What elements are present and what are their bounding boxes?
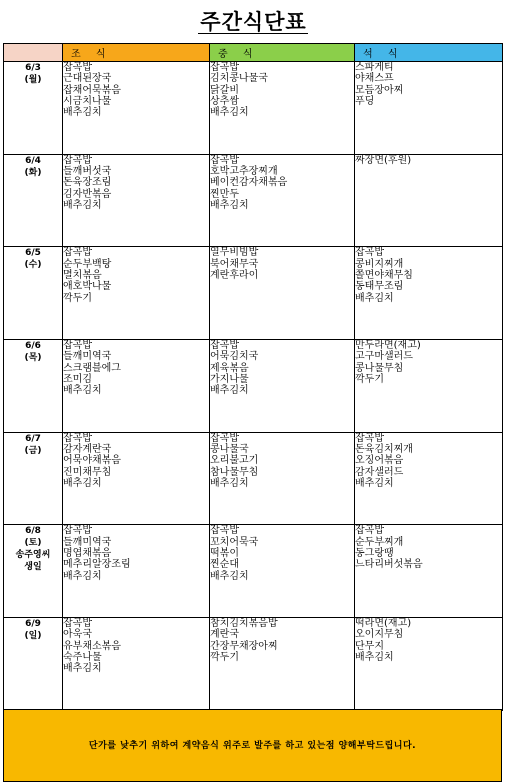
menu-item: 배추김치	[63, 199, 102, 211]
menu-item: 북어채무국	[210, 258, 259, 270]
dinner-cell	[355, 618, 503, 711]
menu-item: 참치김치볶음밥	[210, 618, 278, 630]
menu-item: 찐만두	[210, 188, 239, 200]
menu-item: 간장무채장아찌	[210, 640, 278, 652]
page-title: 주간식단표	[200, 10, 307, 34]
menu-item: 배추김치	[355, 292, 394, 304]
menu-item: 잡곡밥	[63, 247, 92, 259]
menu-item: 김자반볶음	[63, 188, 112, 200]
breakfast-cell	[63, 525, 210, 618]
menu-item: 배추김치	[210, 385, 249, 397]
menu-item: 메추리알장조림	[63, 559, 131, 571]
menu-item: 들깨버섯국	[63, 165, 112, 177]
date-label: 6/9	[25, 619, 41, 630]
menu-item: 깍두기	[210, 652, 239, 664]
menu-item: 상추쌈	[210, 95, 239, 107]
menu-item: 배추김치	[210, 477, 249, 489]
menu-item: 콩나물무침	[355, 362, 404, 374]
dinner-cell	[355, 154, 503, 247]
date-label: 6/4	[25, 155, 41, 166]
header-dinner: 석 식	[355, 44, 503, 62]
dinner-cell	[355, 247, 503, 340]
menu-item: 잡곡밥	[210, 525, 239, 537]
date-note: 송주영씨 생일	[15, 550, 51, 573]
title-underline	[198, 33, 308, 34]
menu-item: 배추김치	[355, 477, 394, 489]
lunch-cell	[210, 432, 355, 525]
menu-item: 김치콩나물국	[210, 73, 268, 85]
menu-item: 잡곡밥	[355, 247, 384, 259]
menu-item: 모듬장아찌	[355, 84, 404, 96]
menu-item: 조미김	[63, 373, 92, 385]
table-row	[4, 340, 503, 433]
menu-item: 깍두기	[355, 373, 384, 385]
menu-item: 잡곡밥	[210, 432, 239, 444]
weekday-label: (목)	[24, 353, 42, 364]
menu-item: 돈육김치찌개	[355, 444, 413, 456]
menu-item: 잡채어묵볶음	[63, 84, 121, 96]
lunch-cell	[210, 62, 355, 155]
menu-item: 감자계란국	[63, 444, 112, 456]
menu-item: 감자샐러드	[355, 466, 404, 478]
menu-item: 스파게티	[355, 62, 394, 73]
menu-item: 잡곡밥	[210, 154, 239, 166]
menu-item: 동그랑땡	[355, 548, 394, 560]
lunch-cell	[210, 525, 355, 618]
menu-item: 찐순대	[210, 559, 239, 571]
dinner-cell	[355, 432, 503, 525]
menu-item: 짜장면(후원)	[355, 154, 412, 166]
menu-item: 열무비빔밥	[210, 247, 259, 259]
lunch-cell	[210, 340, 355, 433]
menu-item: 배추김치	[210, 570, 249, 582]
breakfast-cell	[63, 432, 210, 525]
menu-item: 가지나물	[210, 373, 249, 385]
date-label: 6/5	[25, 248, 41, 259]
menu-item: 베이컨감자채볶음	[210, 177, 288, 189]
weekday-label: (화)	[24, 167, 42, 178]
menu-item: 아욱국	[63, 629, 92, 641]
menu-item: 잡곡밥	[355, 525, 384, 537]
lunch-cell	[210, 618, 355, 711]
menu-item: 배추김치	[63, 107, 102, 119]
breakfast-cell	[63, 62, 210, 155]
menu-item: 고구마샐러드	[355, 351, 413, 363]
menu-item: 멸치볶음	[63, 269, 102, 281]
menu-item: 유부채소볶음	[63, 640, 121, 652]
dinner-cell	[355, 62, 503, 155]
menu-item: 배추김치	[63, 477, 102, 489]
menu-item: 돈육장조림	[63, 177, 112, 189]
menu-item: 콩비지찌개	[355, 258, 404, 270]
table-row	[4, 62, 503, 155]
footer-notice	[3, 709, 502, 782]
menu-item: 배추김치	[355, 652, 394, 664]
menu-item: 계란후라이	[210, 269, 259, 281]
weekday-label: (토)	[24, 538, 42, 549]
menu-item: 배추김치	[210, 199, 249, 211]
table-row	[4, 618, 503, 711]
menu-item: 호박고추장찌개	[210, 165, 278, 177]
menu-item: 만두라면(재고)	[355, 340, 421, 352]
weekday-label: (수)	[24, 260, 42, 271]
menu-item: 잡곡밥	[210, 340, 239, 352]
menu-item: 배추김치	[63, 663, 102, 675]
menu-item: 참나물무침	[210, 466, 259, 478]
weekday-label: (금)	[24, 445, 42, 456]
menu-item: 푸딩	[355, 95, 375, 107]
table-row	[4, 154, 503, 247]
menu-item: 들깨미역국	[63, 351, 112, 363]
menu-item: 콩나물국	[210, 444, 249, 456]
menu-item: 떡볶이	[210, 548, 239, 560]
date-label: 6/3	[25, 63, 41, 73]
menu-item: 들깨미역국	[63, 536, 112, 548]
menu-item: 어묵김치국	[210, 351, 259, 363]
menu-item: 근대된장국	[63, 73, 112, 85]
menu-item: 닭갈비	[210, 84, 239, 96]
dinner-cell	[355, 340, 503, 433]
header-lunch: 중 식	[210, 44, 355, 62]
menu-item: 스크램블에그	[63, 362, 121, 374]
menu-item: 계란국	[210, 629, 239, 641]
weekday-label: (월)	[24, 75, 42, 85]
menu-item: 잡곡밥	[63, 432, 92, 444]
menu-item: 오이지무침	[355, 629, 404, 641]
date-cell	[4, 340, 63, 433]
menu-item: 잡곡밥	[63, 525, 92, 537]
menu-item: 잡곡밥	[63, 340, 92, 352]
menu-item: 잡곡밥	[355, 432, 384, 444]
table-row	[4, 247, 503, 340]
menu-item: 떡라면(재고)	[355, 618, 412, 630]
breakfast-cell	[63, 618, 210, 711]
menu-item: 오리불고기	[210, 455, 259, 467]
table-row	[4, 432, 503, 525]
breakfast-cell	[63, 247, 210, 340]
header-breakfast: 조 식	[63, 44, 210, 62]
menu-item: 애호박나물	[63, 281, 112, 293]
menu-item: 잡곡밥	[63, 618, 92, 630]
breakfast-cell	[63, 340, 210, 433]
date-cell	[4, 525, 63, 618]
date-cell	[4, 247, 63, 340]
date-cell	[4, 618, 63, 711]
date-label: 6/7	[25, 433, 41, 444]
menu-item: 제육볶음	[210, 362, 249, 374]
menu-item: 명엽채볶음	[63, 548, 112, 560]
menu-item: 배추김치	[63, 385, 102, 397]
menu-item: 깍두기	[63, 292, 92, 304]
menu-item: 오징어볶음	[355, 455, 404, 467]
weekly-menu-table	[3, 43, 503, 711]
breakfast-cell	[63, 154, 210, 247]
menu-item: 잡곡밥	[210, 62, 239, 73]
menu-item: 진미채무침	[63, 466, 112, 478]
lunch-cell	[210, 154, 355, 247]
dinner-cell	[355, 525, 503, 618]
menu-item: 잡곡밥	[63, 62, 92, 73]
date-cell	[4, 154, 63, 247]
weekday-label: (일)	[24, 631, 42, 642]
menu-item: 어묵야채볶음	[63, 455, 121, 467]
menu-item: 시금치나물	[63, 95, 112, 107]
menu-item: 숙주나물	[63, 652, 102, 664]
menu-item: 야채스프	[355, 73, 394, 85]
date-cell	[4, 432, 63, 525]
menu-item: 배추김치	[210, 107, 249, 119]
menu-item: 배추김치	[63, 570, 102, 582]
menu-item: 느타리버섯볶음	[355, 559, 423, 571]
menu-item: 잡곡밥	[63, 154, 92, 166]
lunch-cell	[210, 247, 355, 340]
menu-item: 순두부백탕	[63, 258, 112, 270]
footer-text: 단가를 낮추기 위하여 계약음식 위주로 발주를 하고 있는점 양해부탁드립니다.	[88, 741, 417, 751]
date-label: 6/8	[25, 526, 41, 537]
date-cell	[4, 62, 63, 155]
date-label: 6/6	[25, 341, 41, 352]
menu-item: 쫄면야채무침	[355, 269, 413, 281]
menu-item: 꼬치어묵국	[210, 536, 259, 548]
menu-item: 순두부찌개	[355, 536, 404, 548]
menu-item: 단무지	[355, 640, 384, 652]
table-header-row	[4, 44, 503, 62]
menu-body	[4, 62, 503, 711]
table-row	[4, 525, 503, 618]
header-corner	[4, 44, 63, 62]
menu-item: 동태무조림	[355, 281, 404, 293]
